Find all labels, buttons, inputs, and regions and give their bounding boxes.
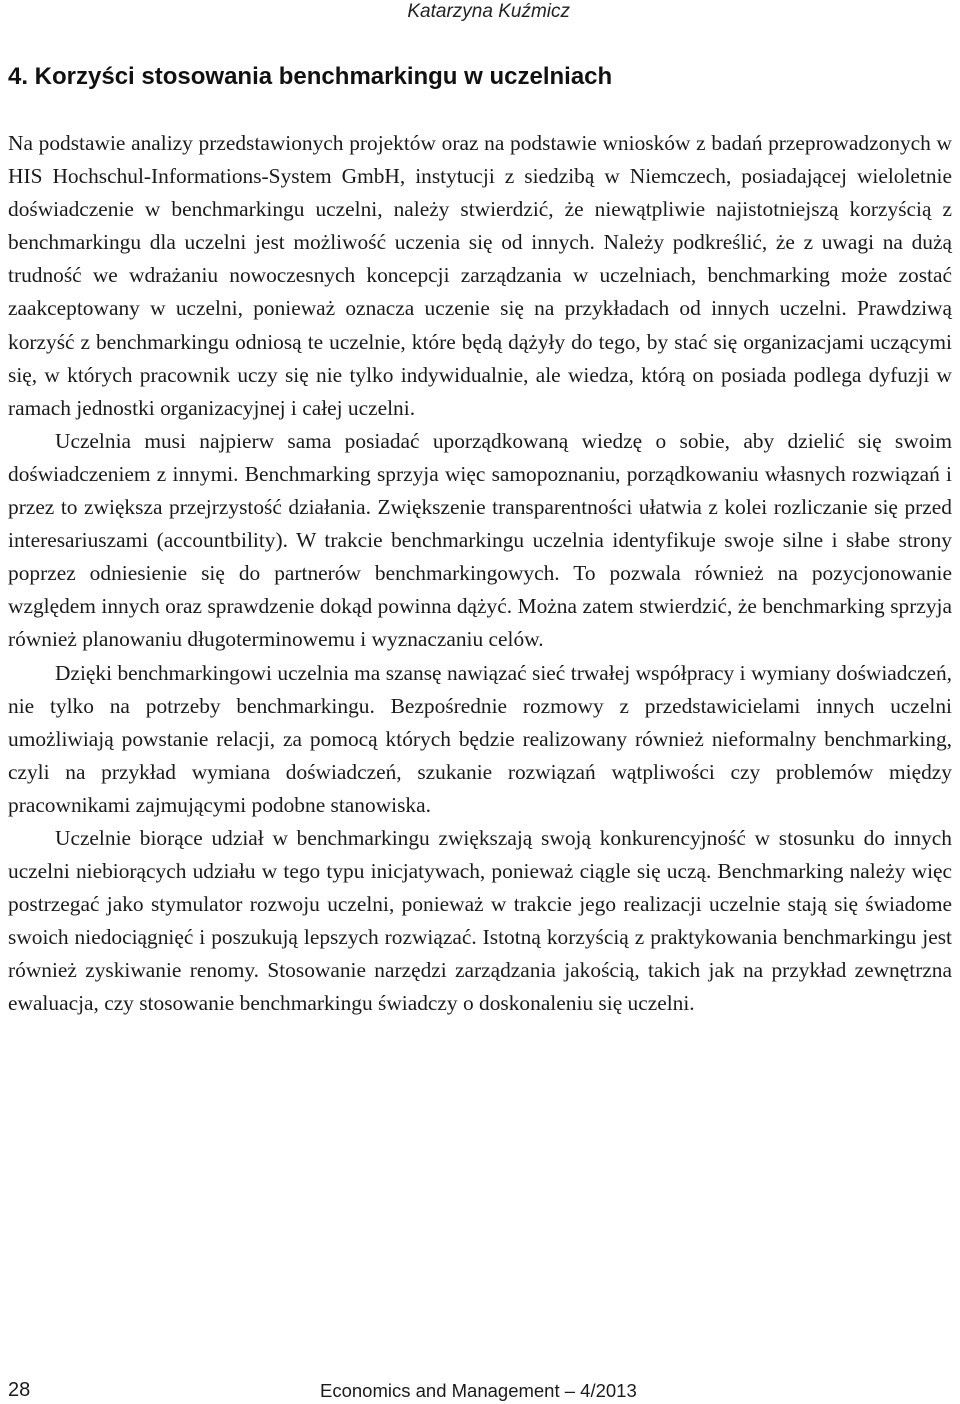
- running-header-author: Katarzyna Kuźmicz: [407, 1, 570, 22]
- paragraph: Uczelnie biorące udział w benchmarkingu zwiększają swoją konkurencyjność w stosunku do innych uczelni niebiorących udziału w tego typu inicjatywach, ponieważ ciągle się uczą. Benchmarking należy więc postrzegać jako stymulator rozwoju uczelni, ponieważ w trakcie jego realizacji uczelnie stają się świadome swoich niedociągnięć i poszukują lepszych rozwiązać. Istotną korzyścią z praktykowania benchmarkingu jest również zyskiwanie renomy. Stosowanie narzędzi zarządzania jakością, takich jak na przykład zewnętrzna ewaluacja, czy stosowanie benchmarkingu świadczy o doskonaleniu się uczelni.: [8, 825, 952, 1016]
- paragraph: Na podstawie analizy przedstawionych projektów oraz na podstawie wniosków z badań przeprowadzonych w HIS Hochschul-Informations-System GmbH, instytucji z siedzibą w Niemczech, posiadającej wieloletnie doświadczenie w benchmarkingu uczelni, należy stwierdzić, że niewątpliwie najistotniejszą korzyścią z benchmarkingu dla uczelni jest możliwość uczenia się od innych. Należy podkreślić, że z uwagi na dużą trudność we wdrażaniu nowoczesnych koncepcji zarządzania w uczelniach, benchmarking może zostać zaakceptowany w uczelni, ponieważ oznacza uczenie się na przykładach od innych uczelni. Prawdziwą korzyść z benchmarkingu odniosą te uczelnie, które będą dążyły do tego, by stać się organizacjami uczącymi się, w których pracownik uczy się nie tylko indywidualnie, ale wiedza, którą on posiada podlega dyfuzji w ramach jednostki organizacyjnej i całej uczelni.: [8, 131, 952, 420]
- paragraph: Dzięki benchmarkingowi uczelnia ma szansę nawiązać sieć trwałej współpracy i wymiany doświadczeń, nie tylko na potrzeby benchmarkingu. Bezpośrednie rozmowy z przedstawicielami innych uczelni umożliwiają powstanie relacji, za pomocą których będzie realizowany również nieformalny benchmarking, czyli na przykład wymiana doświadczeń, szukanie rozwiązań wątpliwości czy problemów między pracownikami zajmującymi podobne stanowiska.: [8, 660, 952, 817]
- section-title: 4. Korzyści stosowania benchmarkingu w uczelniach: [8, 63, 613, 90]
- body-text: [8, 127, 952, 1021]
- paragraph: Uczelnia musi najpierw sama posiadać uporządkowaną wiedzę o sobie, aby dzielić się swoim doświadczeniem z innymi. Benchmarking sprzyja więc samopoznaniu, porządkowaniu własnych rozwiązań i przez to zwiększa przejrzystość działania. Zwiększenie transparentności ułatwia z kolei rozliczanie się przed interesariuszami (accountbility). W trakcie benchmarkingu uczelnia identyfikuje swoje silne i słabe strony poprzez odniesienie się do partnerów benchmarkingowych. To pozwala również na pozycjonowanie względem innych oraz sprawdzenie dokąd powinna dążyć. Można zatem stwierdzić, że benchmarking sprzyja również planowaniu długoterminowemu i wyznaczaniu celów.: [8, 428, 952, 652]
- footer-journal-info: Economics and Management – 4/2013: [320, 1380, 637, 1401]
- footer-page-number: 28: [8, 1379, 31, 1401]
